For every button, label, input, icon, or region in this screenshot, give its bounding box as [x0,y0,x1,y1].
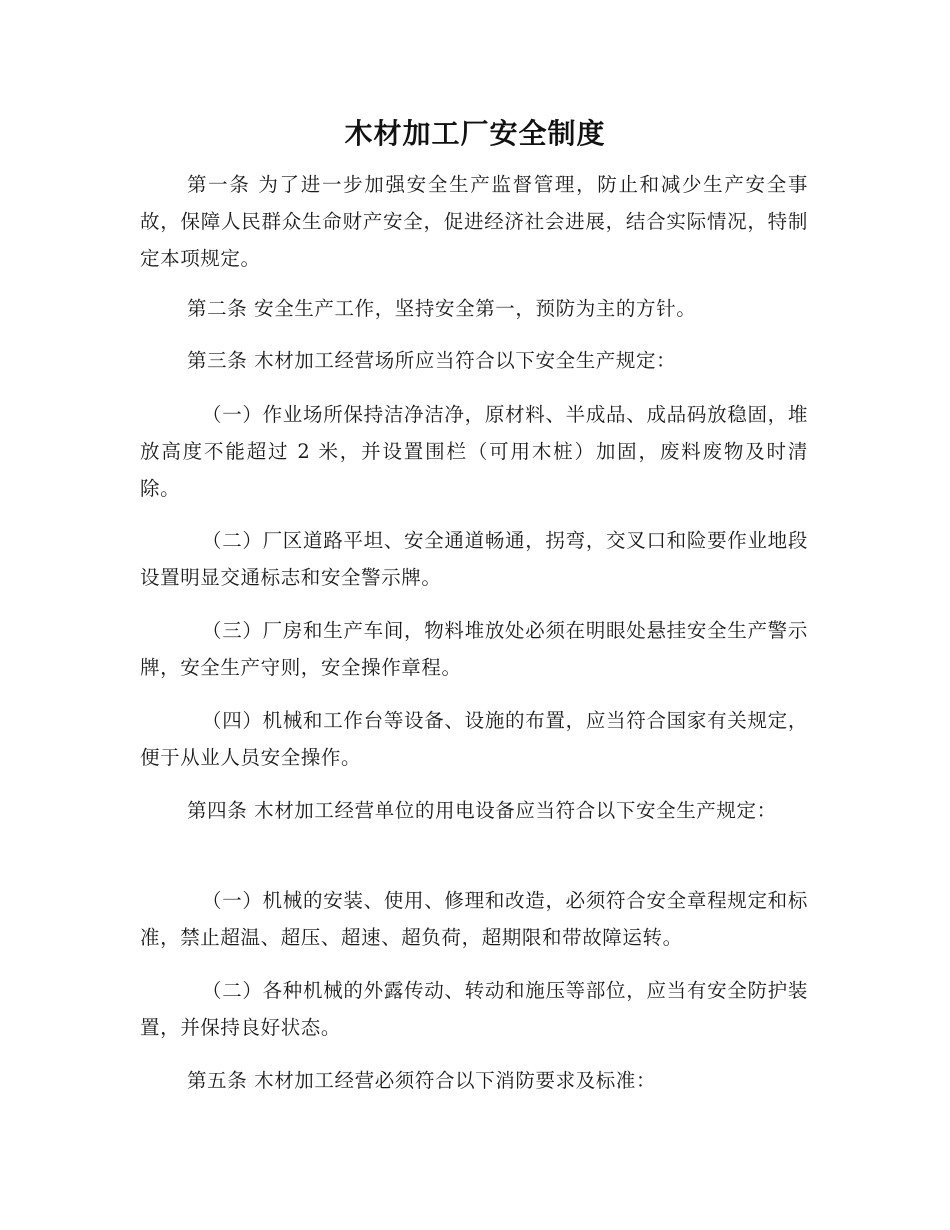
article-3-item-4: （四）机械和工作台等设备、设施的布置，应当符合国家有关规定，便于从业人员安全操作。 [140,709,808,769]
article-1: 第一条 为了进一步加强安全生产监督管理，防止和减少生产安全事故，保障人民群众生命财产安全，促进经济社会进展，结合实际情况，特制定本项规定。 [140,173,808,270]
article-4-item-2: （二）各种机械的外露传动、转动和施压等部位，应当有安全防护装置，并保持良好状态。 [140,979,808,1039]
article-3-item-1: （一）作业场所保持洁净洁净，原材料、半成品、成品码放稳固，堆放高度不能超过 2 米，并设置围栏（可用木桩）加固，废料废物及时清除。 [140,403,808,500]
article-3-item-2: （二）厂区道路平坦、安全通道畅通，拐弯，交叉口和险要作业地段设置明显交通标志和安全警示牌。 [140,529,808,589]
article-4: 第四条 木材加工经营单位的用电设备应当符合以下安全生产规定： [187,799,777,822]
article-4-item-1: （一）机械的安装、使用、修理和改造，必须符合安全章程规定和标准，禁止超温、超压、超速、超负荷，超期限和带故障运转。 [140,889,808,949]
article-2: 第二条 安全生产工作，坚持安全第一，预防为主的方针。 [187,297,697,320]
article-3-item-3: （三）厂房和生产车间，物料堆放处必须在明眼处悬挂安全生产警示牌，安全生产守则，安全操作章程。 [140,619,808,679]
article-5: 第五条 木材加工经营必须符合以下消防要求及标准： [187,1069,657,1092]
article-3: 第三条 木材加工经营场所应当符合以下安全生产规定： [187,349,677,372]
document-title: 木材加工厂安全制度 [344,117,606,150]
